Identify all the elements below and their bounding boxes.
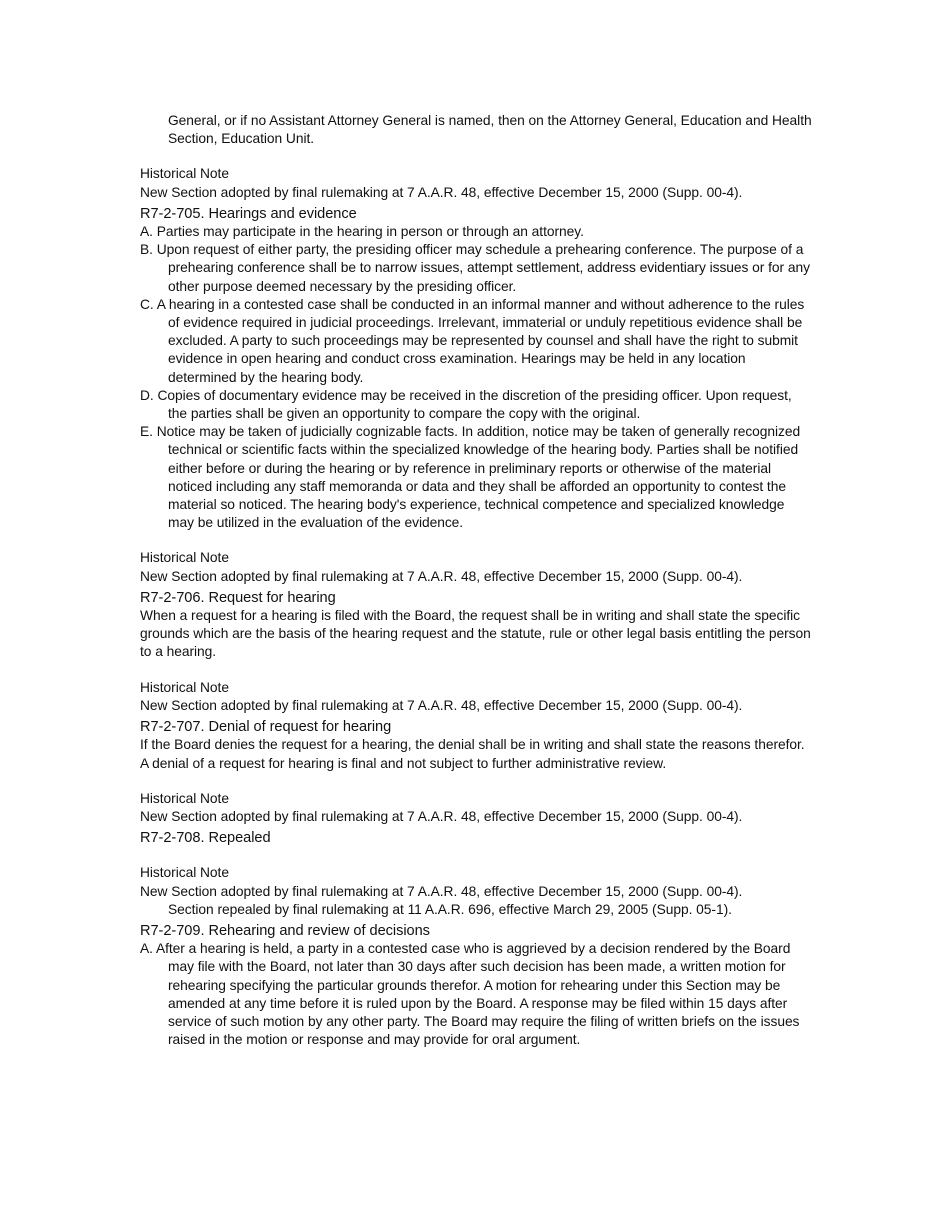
spacer — [140, 532, 812, 549]
historical-note-text: New Section adopted by final rulemaking at 7 A.A.R. 48, effective December 15, 2000 (Supp. 00-4). — [140, 883, 743, 899]
section-705-item-d: D. Copies of documentary evidence may be received in the discretion of the presiding officer. Upon request, the parties shall be given an opportunity to compare the copy with the original. — [140, 387, 792, 422]
historical-note-text: New Section adopted by final rulemaking at 7 A.A.R. 48, effective December 15, 2000 (Supp. 00-4). — [140, 568, 743, 584]
spacer — [140, 148, 812, 165]
section-705-title: R7-2-705. Hearings and evidence — [140, 205, 357, 222]
section-705-item-c: C. A hearing in a contested case shall be conducted in an informal manner and without adherence to the rules of evidence required in judicial proceedings. Irrelevant, immaterial or unduly repetitious evidence shall be excluded. A party to such proceedings may be represented by counsel and shall have the right to submit evidence in open hearing and conduct cross examination. Hearings may be held in any location determined by the hearing body. — [140, 296, 805, 385]
historical-note-label: Historical Note — [140, 166, 229, 182]
repeal-note-text: Section repealed by final rulemaking at 11 A.A.R. 696, effective March 29, 2005 (Supp. 05-1). — [168, 901, 732, 917]
historical-note-text: New Section adopted by final rulemaking at 7 A.A.R. 48, effective December 15, 2000 (Supp. 00-4). — [140, 184, 743, 200]
section-707-body: If the Board denies the request for a hearing, the denial shall be in writing and shall state the reasons therefor. A denial of a request for hearing is final and not subject to further administrative review. — [140, 737, 805, 771]
section-709-item-a: A. After a hearing is held, a party in a contested case who is aggrieved by a decision rendered by the Board may file with the Board, not later than 30 days after such decision has been made, a written motion for rehearing specifying the particular grounds therefor. A motion for rehearing under this Section may be amended at any time before it is ruled upon by the Board. A response may be filed within 15 days after service of such motion by any other party. The Board may require the filing of written briefs on the issues raised in the motion or response and may provide for oral argument. — [140, 941, 800, 1048]
section-707-title: R7-2-707. Denial of request for hearing — [140, 719, 392, 736]
section-705-item-e: E. Notice may be taken of judicially cognizable facts. In addition, notice may be taken of generally recognized technical or scientific facts within the specialized knowledge of the hearing body. Parties shall be notified either before or during the hearing or by reference in preliminary reports or otherwise of the material noticed including any staff memoranda or data and they shall be afforded an opportunity to contest the material so noticed. The hearing body's experience, technical competence and specialized knowledge may be utilized in the evaluation of the evidence. — [140, 424, 801, 531]
intro-continuation: General, or if no Assistant Attorney General is named, then on the Attorney General, Education and Health Section, Education Unit. — [168, 113, 812, 147]
section-706-body: When a request for a hearing is filed with the Board, the request shall be in writing and shall state the specific grounds which are the basis of the hearing request and the statute, rule or other legal basis entitling the person to a hearing. — [140, 608, 811, 660]
section-705-item-a: A. Parties may participate in the hearing in person or through an attorney. — [140, 224, 584, 240]
section-708-title: R7-2-708. Repealed — [140, 830, 271, 847]
historical-note-text: New Section adopted by final rulemaking at 7 A.A.R. 48, effective December 15, 2000 (Supp. 00-4). — [140, 808, 743, 824]
historical-note-label: Historical Note — [140, 679, 229, 695]
spacer — [140, 662, 812, 679]
historical-note-label: Historical Note — [140, 550, 229, 566]
historical-note-label: Historical Note — [140, 865, 229, 881]
section-705-item-b: B. Upon request of either party, the presiding officer may schedule a prehearing conference. The purpose of a prehearing conference shall be to narrow issues, attempt settlement, address evidentiary issues or for any other purpose deemed necessary by the presiding officer. — [140, 242, 810, 294]
document-page — [140, 112, 812, 1049]
section-709-title: R7-2-709. Rehearing and review of decisions — [140, 922, 430, 939]
spacer — [140, 847, 812, 864]
spacer — [140, 773, 812, 790]
section-706-title: R7-2-706. Request for hearing — [140, 589, 336, 606]
historical-note-text: New Section adopted by final rulemaking at 7 A.A.R. 48, effective December 15, 2000 (Supp. 00-4). — [140, 697, 743, 713]
historical-note-label: Historical Note — [140, 790, 229, 806]
